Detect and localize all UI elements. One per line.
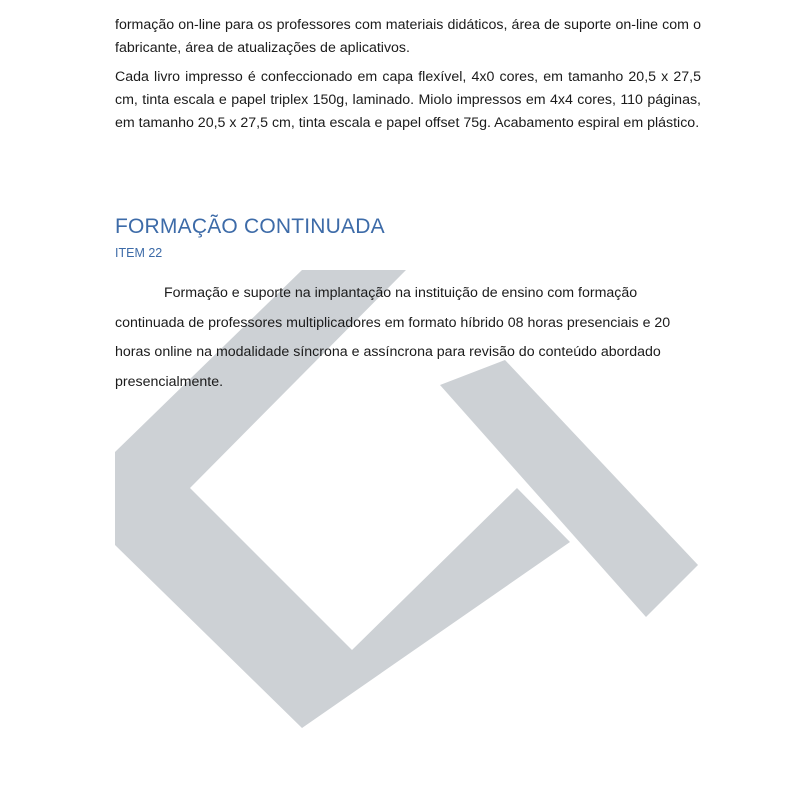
paragraph-intro: formação on-line para os professores com materiais didáticos, área de suporte on-line com o fabricante, área de atualizações de aplicativos. [115,17,701,56]
section-item-label: ITEM 22 [115,246,163,260]
section-title: FORMAÇÃO CONTINUADA [115,215,385,238]
section-body-paragraph: Formação e suporte na implantação na instituição de ensino com formação continuada de professores multiplicadores em formato híbrido 08 horas presenciais e 20 horas online na modalidade síncrona e assíncrona para revisão do conteúdo abordado presencialmente. [115,285,671,391]
document-page [115,14,701,135]
paragraph-book-spec: Cada livro impresso é confeccionado em capa flexível, 4x0 cores, em tamanho 20,5 x 27,5 cm, tinta escala e papel triplex 150g, laminado. Miolo impressos em 4x4 cores, 110 páginas, em tamanho 20,5 x 27,5 cm, tinta escala e papel offset 75g. Acabamento espiral em plástico. [115,69,701,131]
